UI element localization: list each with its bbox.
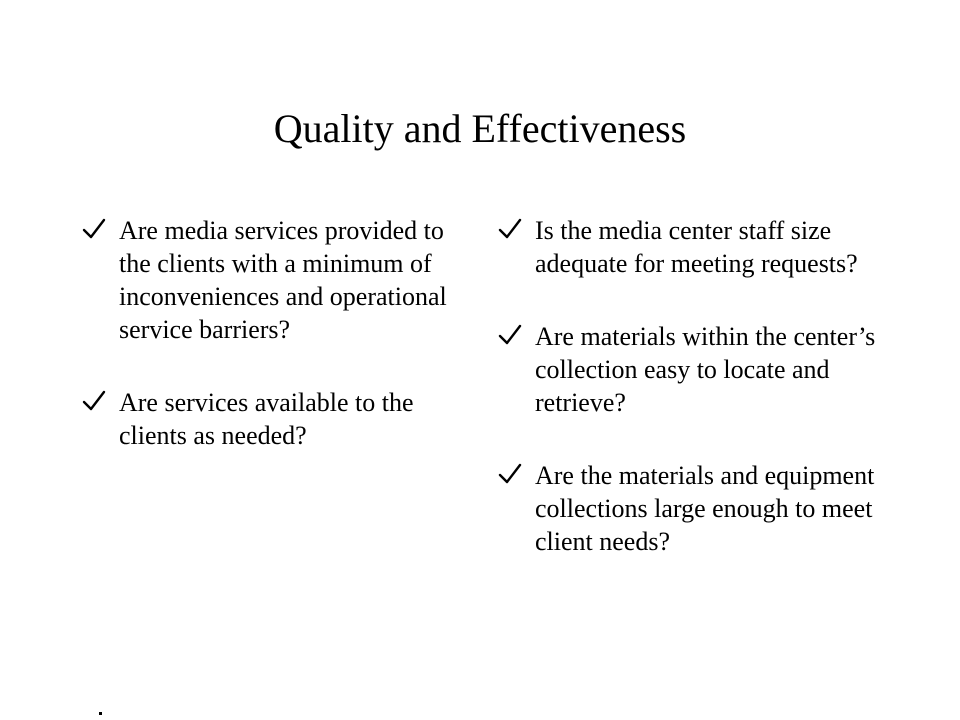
bullet-text: Are media services provided to the clients with a minimum of inconveniences and operational service barriers? xyxy=(119,216,447,344)
bullet-text: Are the materials and equipment collections large enough to meet client needs? xyxy=(535,461,875,556)
bullet-item xyxy=(498,459,878,558)
stray-mark xyxy=(99,712,102,715)
bullet-item xyxy=(498,320,878,419)
bullet-item xyxy=(82,214,452,346)
slide-title: Quality and Effectiveness xyxy=(273,106,687,151)
bullet-text: Is the media center staff size adequate for meeting requests? xyxy=(535,216,858,278)
checkmark-icon xyxy=(82,389,106,413)
checkmark-icon xyxy=(498,462,522,486)
checkmark-icon xyxy=(82,217,106,241)
bullet-text: Are materials within the center’s collection easy to locate and retrieve? xyxy=(535,322,876,417)
checkmark-icon xyxy=(498,217,522,241)
bullet-item xyxy=(82,386,452,452)
bullet-item xyxy=(498,214,878,280)
checkmark-icon xyxy=(498,323,522,347)
left-bullet-list xyxy=(82,214,452,492)
right-bullet-list xyxy=(498,214,878,598)
bullet-text: Are services available to the clients as needed? xyxy=(119,388,414,450)
